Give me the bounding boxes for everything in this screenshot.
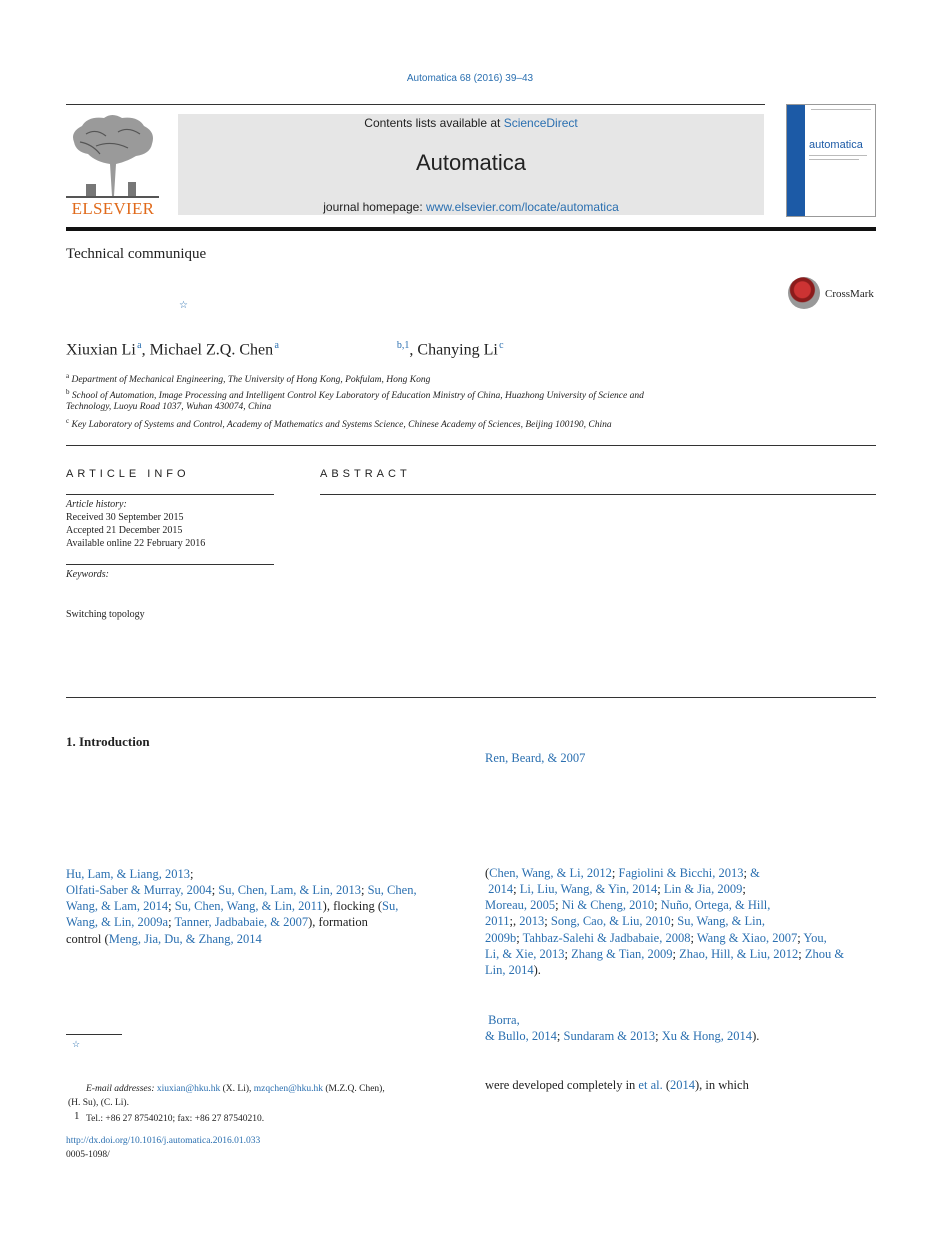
affiliation-c — [66, 417, 612, 430]
affiliation-b-cont — [66, 402, 271, 412]
journal-cover — [786, 104, 876, 217]
reference-link[interactable]: & Bullo, 2014 — [485, 1029, 557, 1043]
keywords-label: Keywords: — [66, 569, 109, 580]
author-name: Chanying Li — [417, 341, 498, 359]
reference-link[interactable]: Wang, & Lin, 2009a — [66, 915, 169, 929]
reference-link[interactable]: Su, Wang, & Lin, — [677, 914, 765, 928]
body-text: ), formation — [308, 915, 368, 929]
cover-spine — [787, 105, 805, 216]
body-text: ), flocking ( — [322, 899, 383, 913]
body-text: ). — [533, 963, 541, 977]
author-affiliation-mark[interactable]: a — [137, 340, 142, 351]
body-line: Olfati-Saber & Murray, 2004; Su, Chen, Lam, & Lin, 2013; Su, Chen, — [66, 883, 417, 897]
body-line: Li, & Xie, 2013; Zhang & Tian, 2009; Zhao, Hill, & Liu, 2012; Zhou & — [485, 947, 845, 961]
reference-link[interactable]: Zhao, Hill, & Liu, 2012 — [679, 947, 799, 961]
reference-link[interactable]: Zhou & — [804, 947, 845, 961]
reference-link[interactable]: Borra, — [488, 1013, 520, 1027]
footnote-text: (M.Z.Q. Chen), — [322, 1084, 385, 1094]
tree-icon — [66, 114, 159, 199]
affiliation-mark: b — [66, 388, 70, 396]
body-line — [485, 750, 585, 767]
issn-text: 0005-1098/ — [66, 1150, 110, 1160]
reference-link[interactable]: Wang, & Lam, 2014 — [66, 899, 169, 913]
email-link[interactable]: mzqchen@hku.hk — [253, 1084, 323, 1094]
reference-link[interactable]: et al. — [638, 1078, 663, 1092]
abstract-heading: ABSTRACT — [320, 468, 411, 480]
body-line: & Bullo, 2014; Sundaram & 2013; Xu & Hong, 2014). — [485, 1029, 760, 1043]
affiliation-text: Department of Mechanical Engineering, The University of Hong Kong, Pokfulam, Hong Kong — [71, 375, 431, 386]
reference-link[interactable]: Sundaram & 2013 — [563, 1029, 656, 1043]
author-affiliation-mark[interactable]: c — [499, 340, 504, 351]
body-line — [485, 1012, 520, 1029]
body-text: ). — [752, 1029, 760, 1043]
homepage-prefix: journal homepage: — [323, 200, 426, 214]
intro-heading: 1. Introduction — [66, 734, 150, 749]
footnote-text: (X. Li), — [220, 1084, 254, 1094]
author-name: Xiuxian Li — [66, 341, 136, 359]
contents-prefix: Contents lists available at — [364, 116, 504, 130]
reference-link[interactable]: 2014 — [670, 1078, 696, 1092]
body-text: ), in which — [695, 1078, 749, 1092]
body-line: Wang, & Lin, 2009a; Tanner, Jadbabaie, & 2007), formation — [66, 915, 368, 929]
reference-link[interactable]: Wang & Xiao, 2007 — [696, 931, 798, 945]
footnote-rule — [66, 1034, 122, 1035]
crossmark-label: CrossMark — [825, 288, 874, 300]
body-line: 2011;, 2013; Song, Cao, & Liu, 2010; Su, Wang, & Lin, — [485, 914, 765, 928]
journal-citation[interactable]: Automatica 68 (2016) 39–43 — [406, 73, 534, 84]
body-text: ; — [189, 867, 194, 881]
reference-link[interactable]: Chen, Wang, & Li, 2012 — [489, 866, 612, 880]
affiliation-text: School of Automation, Image Processing and Intelligent Control Key Laboratory of Education Ministry of China, Huazhong University of Science and — [71, 391, 644, 402]
section-rule — [66, 697, 876, 698]
body-line: 2014; Li, Liu, Wang, & Yin, 2014; Lin & Jia, 2009; — [488, 882, 746, 896]
body-text: control ( — [66, 932, 109, 946]
reference-link[interactable]: Nuño, Ortega, & Hill, — [660, 898, 771, 912]
reference-link[interactable]: Tanner, Jadbabaie, & 2007 — [174, 915, 309, 929]
email-footnote-cont: (H. Su), (C. Li). — [68, 1098, 129, 1108]
affiliation-mark: a — [66, 372, 70, 380]
keyword: Switching topology — [66, 609, 145, 620]
reference-link[interactable]: Su, Chen, Wang, & Lin, 2011 — [174, 899, 323, 913]
phone-footnote: Tel.: +86 27 87540210; fax: +86 27 87540210. — [86, 1114, 265, 1124]
author-affiliation-mark[interactable]: a — [274, 340, 279, 351]
journal-name: Automatica — [415, 150, 527, 175]
crossmark-badge[interactable] — [788, 277, 918, 311]
abstract-rule — [320, 494, 876, 495]
reference-link[interactable]: Meng, Jia, Du, & Zhang, 2014 — [108, 932, 262, 946]
article-info-heading: ARTICLE INFO — [66, 468, 190, 480]
reference-link[interactable]: Ni & Cheng, 2010 — [561, 898, 655, 912]
online-date: Available online 22 February 2016 — [66, 538, 206, 549]
reference-link[interactable]: & — [750, 866, 760, 880]
reference-link[interactable]: Hu, Lam, & Liang, 2013 — [66, 867, 190, 881]
header-thick-bar — [66, 227, 876, 231]
footnote-star: ☆ — [72, 1040, 81, 1050]
cover-rule — [809, 155, 867, 156]
reference-link[interactable]: Su, Chen, Lam, & Lin, 2013 — [218, 883, 361, 897]
reference-link[interactable]: You, — [803, 931, 827, 945]
article-info-rule — [66, 494, 274, 495]
article-info-rule — [66, 564, 274, 565]
reference-link[interactable]: 2011 — [485, 914, 510, 928]
body-line: 2009b; Tahbaz-Salehi & Jadbabaie, 2008; Wang & Xiao, 2007; You, — [485, 931, 827, 945]
crossmark-icon — [788, 277, 820, 309]
body-line: were developed completely in et al. (2014), in which — [485, 1078, 749, 1092]
reference-link[interactable]: Su, Chen, — [367, 883, 417, 897]
reference-link[interactable]: 2013 — [519, 914, 545, 928]
affiliation-text: Key Laboratory of Systems and Control, Academy of Mathematics and Systems Science, Chinese Academy of Sciences, Beijing 100190, China — [71, 420, 612, 431]
cover-title: automatica — [809, 139, 863, 151]
affiliation-a — [66, 372, 430, 385]
journal-masthead — [178, 114, 764, 215]
body-line — [485, 962, 541, 979]
sciencedirect-link[interactable]: ScienceDirect — [503, 116, 578, 130]
reference-link[interactable]: Ren, Beard, & 2007 — [485, 751, 586, 765]
reference-link[interactable]: Li, Liu, Wang, & Yin, 2014 — [519, 882, 658, 896]
cover-rule — [811, 109, 871, 110]
section-type: Technical communique — [66, 246, 207, 262]
reference-link[interactable]: Tahbaz-Salehi & Jadbabaie, 2008 — [522, 931, 691, 945]
footnote-mark: 1 — [74, 1110, 80, 1122]
cover-rule — [809, 159, 859, 160]
body-text: were developed completely in — [485, 1078, 639, 1092]
contents-line — [178, 116, 764, 130]
email-link[interactable]: xiuxian@hku.hk — [156, 1084, 221, 1094]
reference-link[interactable]: Fagiolini & Bicchi, 2013 — [618, 866, 744, 880]
affiliation-b — [66, 388, 644, 401]
title-footnote-star[interactable]: ☆ — [179, 300, 188, 311]
reference-link[interactable]: Lin & Jia, 2009 — [663, 882, 743, 896]
reference-link[interactable]: Moreau, 2005 — [485, 898, 556, 912]
publisher-name: ELSEVIER — [71, 199, 155, 218]
affiliation-mark: c — [66, 417, 70, 425]
reference-link[interactable]: Olfati-Saber & Murray, 2004 — [66, 883, 212, 897]
body-line — [66, 866, 193, 883]
body-line — [66, 931, 262, 948]
section-rule — [66, 445, 876, 446]
reference-link[interactable]: Zhang & Tian, 2009 — [571, 947, 673, 961]
doi-link[interactable]: http://dx.doi.org/10.1016/j.automatica.2016.01.033 — [66, 1136, 261, 1146]
affiliation-text: Technology, Luoyu Road 1037, Wuhan 430074, China — [66, 402, 272, 412]
email-label: E-mail addresses: — [86, 1084, 157, 1094]
body-line: Wang, & Lam, 2014; Su, Chen, Wang, & Lin, 2011), flocking (Su, — [66, 899, 399, 913]
homepage-line — [178, 200, 764, 214]
reference-link[interactable]: Lin, 2014 — [485, 963, 534, 977]
header-rule — [66, 104, 765, 105]
author-affiliation-mark[interactable]: b,1 — [396, 340, 410, 351]
reference-link[interactable]: Song, Cao, & Liu, 2010 — [550, 914, 671, 928]
reference-link[interactable]: Xu & Hong, 2014 — [661, 1029, 753, 1043]
reference-link[interactable]: 2014 — [488, 882, 514, 896]
author-name: Michael Z.Q. Chen — [149, 341, 274, 359]
author-list: Xiuxian Li $^a$, Michael Z.Q. Chen $^a$ $^{b,1}$, Chanying Li $^c$ — [66, 340, 504, 359]
history-label: Article history: — [66, 499, 127, 510]
received-date: Received 30 September 2015 — [66, 512, 184, 523]
reference-link[interactable]: Li, & Xie, 2013 — [485, 947, 565, 961]
reference-link[interactable]: Su, — [382, 899, 399, 913]
homepage-link[interactable]: www.elsevier.com/locate/automatica — [426, 200, 619, 214]
body-line: Moreau, 2005; Ni & Cheng, 2010; Nuño, Ortega, & Hill, — [485, 898, 771, 912]
email-footnote — [86, 1084, 385, 1094]
reference-link[interactable]: 2009b — [485, 931, 517, 945]
accepted-date: Accepted 21 December 2015 — [66, 525, 183, 536]
body-line: (Chen, Wang, & Li, 2012; Fagiolini & Bicchi, 2013; & — [485, 866, 760, 880]
